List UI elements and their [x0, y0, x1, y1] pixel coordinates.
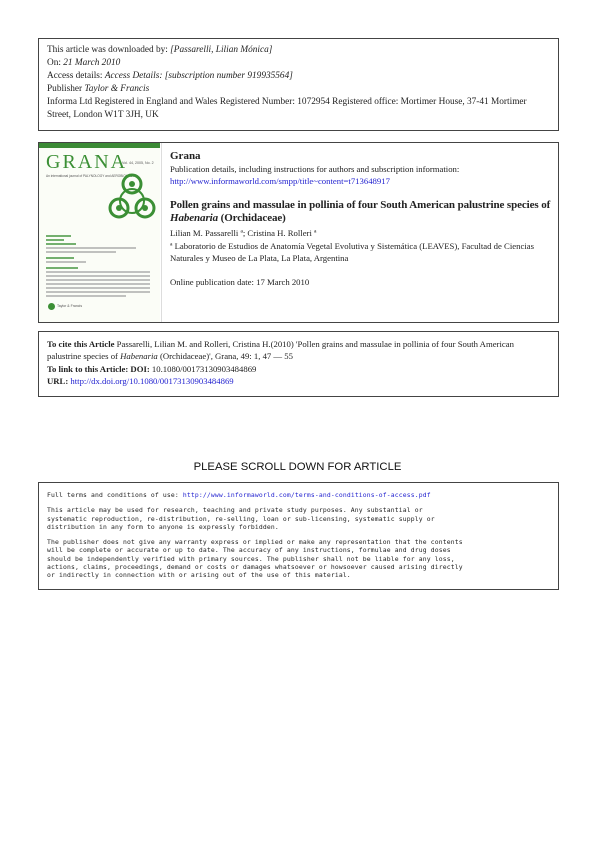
doi-line	[47, 363, 550, 375]
terms-box	[38, 482, 559, 590]
article-title: Pollen grains and massulae in pollinia of four South American palustrine species of Habenaria (Orchidaceae)	[170, 199, 551, 224]
author-affiliation: ª Laboratorio de Estudios de Anatomía Vegetal Evolutiva y Sistemática (LEAVES), Facultad de Ciencias Naturales y Museo de La Plata, La Plata, Argentina	[170, 241, 534, 263]
article-authors: Lilian M. Passarelli ª; Cristina H. Rolleri ª	[170, 228, 317, 238]
download-date: 21 March 2010	[63, 58, 121, 68]
cover-publisher: Taylor & Francis	[57, 304, 83, 308]
cover-fineprint-1	[46, 235, 154, 299]
url-line	[47, 375, 550, 387]
publisher-logo-icon	[48, 303, 55, 310]
url-label: URL:	[47, 375, 69, 386]
journal-name: Grana	[170, 150, 201, 162]
terms-line: Full terms and conditions of use: http://www.informaworld.com/terms-and-conditions-of-access.pdf	[47, 491, 431, 499]
terms-paragraph-1: This article may be used for research, teaching and private study purposes. Any substantial or systematic reproduction, re-distribution, re-selling, loan or sub-licensing, systematic supply or distribution in any form to anyone is expressly forbidden.	[47, 506, 435, 531]
citation-box	[38, 331, 559, 397]
download-info-box	[38, 38, 559, 131]
registered-office: Informa Ltd Registered in England and Wales Registered Number: 1072954 Registered office: Mortimer House, 37-41 Mortimer Street, London W1T 3JH, UK	[47, 97, 527, 120]
downloaded-by-line: This article was downloaded by: [Passarelli, Lilian Mónica]	[47, 45, 273, 55]
publication-details: Publication details, including instructions for authors and subscription information:	[170, 164, 460, 174]
doi-value: 10.1080/00173130903484869	[149, 363, 257, 374]
publisher-name: Taylor & Francis	[84, 84, 150, 94]
cite-line: To cite this Article Passarelli, Lilian M. and Rolleri, Cristina H.(2010) 'Pollen grains and massulae in pollinia of four South American palustrine species of Habenaria (Orchidaceae)', Grana, 49: 1, 47 — 55	[47, 339, 514, 362]
cite-label: To cite this Article	[47, 339, 115, 349]
cover-title: GRANA	[46, 151, 128, 173]
download-date-line: On: 21 March 2010	[47, 58, 121, 68]
terms-paragraph-2: The publisher does not give any warranty express or implied or make any representation that the contents will be complete or accurate or up to date. The accuracy of any instructions, formulae and drug doses should be independently verified with primary sources. The publisher shall not be liable for any loss, actions, claims, proceedings, demand or costs or damages whatsoever or howsoever caused arising directly or indirectly in connection with or arising out of the use of this material.	[47, 538, 463, 580]
publisher-line: Publisher Taylor & Francis	[47, 84, 150, 94]
access-details-line: Access details: Access Details: [subscription number 919935564]	[47, 71, 293, 81]
article-url-link[interactable]: http://dx.doi.org/10.1080/00173130903484869	[68, 375, 234, 386]
article-meta	[170, 150, 553, 288]
cover-subtitle: An international journal of PALYNOLOGY and AEROBIOLOGY	[46, 174, 135, 178]
article-info-box	[38, 142, 559, 323]
online-publication-date: Online publication date: 17 March 2010	[170, 277, 310, 287]
downloaded-by: [Passarelli, Lilian Mónica]	[170, 45, 273, 55]
scroll-notice: PLEASE SCROLL DOWN FOR ARTICLE	[193, 461, 402, 473]
terms-url-link[interactable]: http://www.informaworld.com/terms-and-conditions-of-access.pdf	[182, 491, 431, 499]
doi-label: To link to this Article: DOI:	[47, 363, 150, 374]
journal-cover	[39, 143, 162, 322]
journal-url-link[interactable]: http://www.informaworld.com/smpp/title~content=t713648917	[170, 176, 390, 186]
access-details: Access Details: [subscription number 919935564]	[104, 71, 293, 81]
journal-logo-icon	[108, 172, 156, 230]
cover-volume: Vol. 44, 2005, No. 2	[122, 161, 154, 165]
